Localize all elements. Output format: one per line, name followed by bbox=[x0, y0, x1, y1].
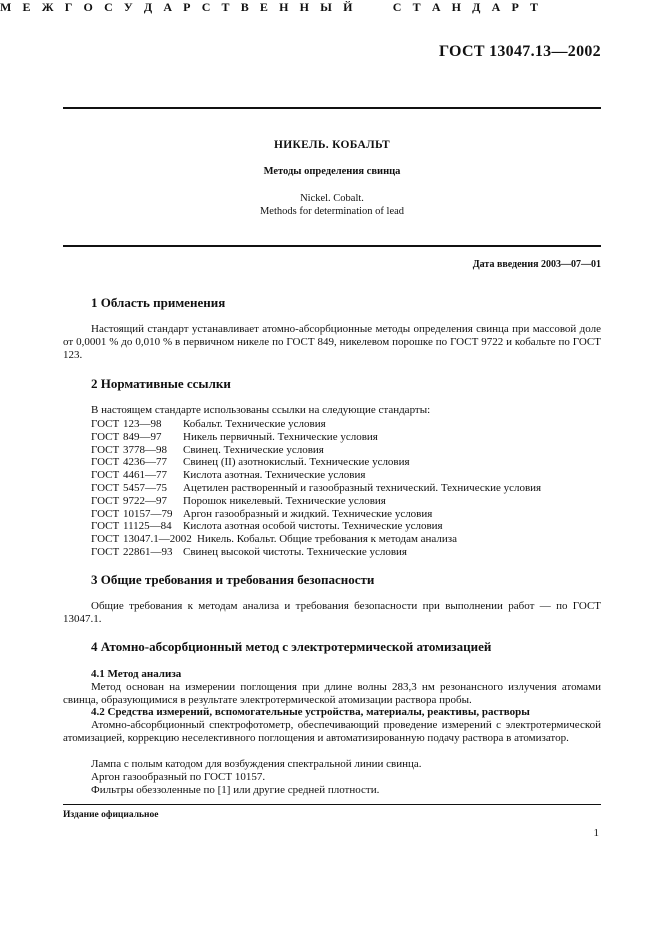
heading-letter: Й bbox=[343, 0, 353, 14]
word-gap bbox=[364, 0, 382, 15]
list-item: ГОСТ 13047.1—2002 Никель. Кобальт. Общие требования к методам анализа bbox=[91, 533, 458, 546]
introduction-date: Дата введения 2003—07—01 bbox=[472, 259, 601, 270]
heading-letter: Т bbox=[529, 0, 538, 14]
heading-letter: А bbox=[491, 0, 501, 14]
heading-letter: Т bbox=[221, 0, 230, 14]
section-heading-scope: 1 Область применения bbox=[91, 295, 226, 310]
list-item: ГОСТ 123—98 Кобальт. Технические условия bbox=[91, 418, 326, 430]
english-title-line1: Nickel. Cobalt. bbox=[300, 193, 364, 204]
list-item: ГОСТ 3778—98 Свинец. Технические условия bbox=[91, 443, 324, 456]
list-item: ГОСТ 9722—97 Порошок никелевый. Технические условия bbox=[91, 494, 386, 507]
heading-letter: О bbox=[83, 0, 93, 14]
equipment-line-filters: Фильтры обеззоленные по [1] или другие средней плотности. bbox=[91, 784, 380, 796]
section-text-safety: Общие требования к методам анализа и требования безопасности при выполнении работ — по ГОСТ 13047.1. bbox=[63, 600, 601, 625]
heading-letter: У bbox=[123, 0, 133, 14]
heading-letter: Ы bbox=[320, 0, 332, 14]
subsection-text-equipment: Атомно-абсорбционный спектрофотометр, обеспечивающий проведение измерений с электротермической атомизацией, коррекцию неселективного поглощения и автоматизированную подачу раствора в атомизатор. bbox=[63, 719, 601, 744]
heading-letter: С bbox=[104, 0, 113, 14]
heading-letter: Е bbox=[259, 0, 268, 14]
page-number: 1 bbox=[593, 827, 599, 839]
section-heading-method: 4 Атомно-абсорбционный метод с электротермической атомизацией bbox=[91, 639, 492, 654]
equipment-line-argon: Аргон газообразный по ГОСТ 10157. bbox=[91, 771, 266, 783]
list-item: ГОСТ 4236—77 Свинец (II) азотнокислый. Технические условия bbox=[91, 456, 410, 469]
section-text-scope: Настоящий стандарт устанавливает атомно-абсорбционные методы определения свинца при массовой доле от 0,0001 % до 0,010 % в первичном никеле по ГОСТ 849, никелевом порошке по ГОСТ 9722 и кобальте по ГОСТ 123. bbox=[63, 323, 601, 361]
list-item: ГОСТ 11125—84 Кислота азотная особой чистоты. Технические условия bbox=[91, 520, 443, 533]
references-list bbox=[91, 418, 541, 559]
heading-letter: Н bbox=[451, 0, 461, 14]
equipment-line-lamp: Лампа с полым катодом для возбуждения спектральной линии свинца. bbox=[91, 758, 422, 770]
interstate-standard-heading bbox=[0, 0, 538, 15]
section-heading-safety: 3 Общие требования и требования безопасности bbox=[91, 572, 375, 587]
document-subtitle: Методы определения свинца bbox=[263, 166, 401, 177]
heading-letter: А bbox=[431, 0, 441, 14]
heading-letter: Ж bbox=[41, 0, 54, 14]
heading-letter: Р bbox=[183, 0, 191, 14]
heading-letter: А bbox=[163, 0, 172, 14]
section-heading-references: 2 Нормативные ссылки bbox=[91, 376, 231, 391]
list-item: ГОСТ 10157—79 Аргон газообразный и жидкий. Технические условия bbox=[91, 507, 433, 520]
heading-letter: С bbox=[392, 0, 402, 14]
heading-letter: С bbox=[201, 0, 211, 14]
title-divider bbox=[63, 245, 601, 247]
subsection-text-analysis: Метод основан на измерении поглощения при длине волны 283,3 нм резонансного излучения атомами свинца, образующимися в результате электротермической атомизации раствора пробы. bbox=[63, 681, 601, 706]
gost-number: ГОСТ 13047.13—2002 bbox=[438, 43, 601, 60]
list-item: ГОСТ 849—97 Никель первичный. Технические условия bbox=[91, 430, 378, 443]
heading-letter: М bbox=[0, 0, 12, 14]
heading-letter: Г bbox=[64, 0, 73, 14]
top-divider bbox=[63, 107, 601, 109]
heading-letter: Т bbox=[412, 0, 421, 14]
references-intro: В настоящем стандарте использованы ссылки на следующие стандарты: bbox=[91, 404, 431, 416]
document-title: НИКЕЛЬ. КОБАЛЬТ bbox=[274, 139, 390, 151]
list-item: ГОСТ 4461—77 Кислота азотная. Технические условия bbox=[91, 469, 366, 482]
list-item: ГОСТ 22861—93 Свинец высокой чистоты. Технические условия bbox=[91, 545, 407, 558]
heading-letter: В bbox=[240, 0, 249, 14]
subsection-heading-analysis: 4.1 Метод анализа bbox=[91, 668, 182, 680]
heading-letter: Е bbox=[22, 0, 31, 14]
english-title-line2: Methods for determination of lead bbox=[259, 206, 405, 217]
heading-letter: Д bbox=[472, 0, 481, 14]
heading-letter: Н bbox=[279, 0, 289, 14]
subsection-heading-equipment: 4.2 Средства измерений, вспомогательные устройства, материалы, реактивы, растворы bbox=[91, 706, 530, 718]
heading-letter: Д bbox=[143, 0, 153, 14]
official-edition-note: Издание официальное bbox=[63, 810, 159, 820]
list-item: ГОСТ 5457—75 Ацетилен растворенный и газообразный технический. Технические условия bbox=[91, 481, 542, 494]
heading-letter: Р bbox=[511, 0, 519, 14]
footer-divider bbox=[63, 804, 601, 805]
heading-letter: Н bbox=[299, 0, 309, 14]
